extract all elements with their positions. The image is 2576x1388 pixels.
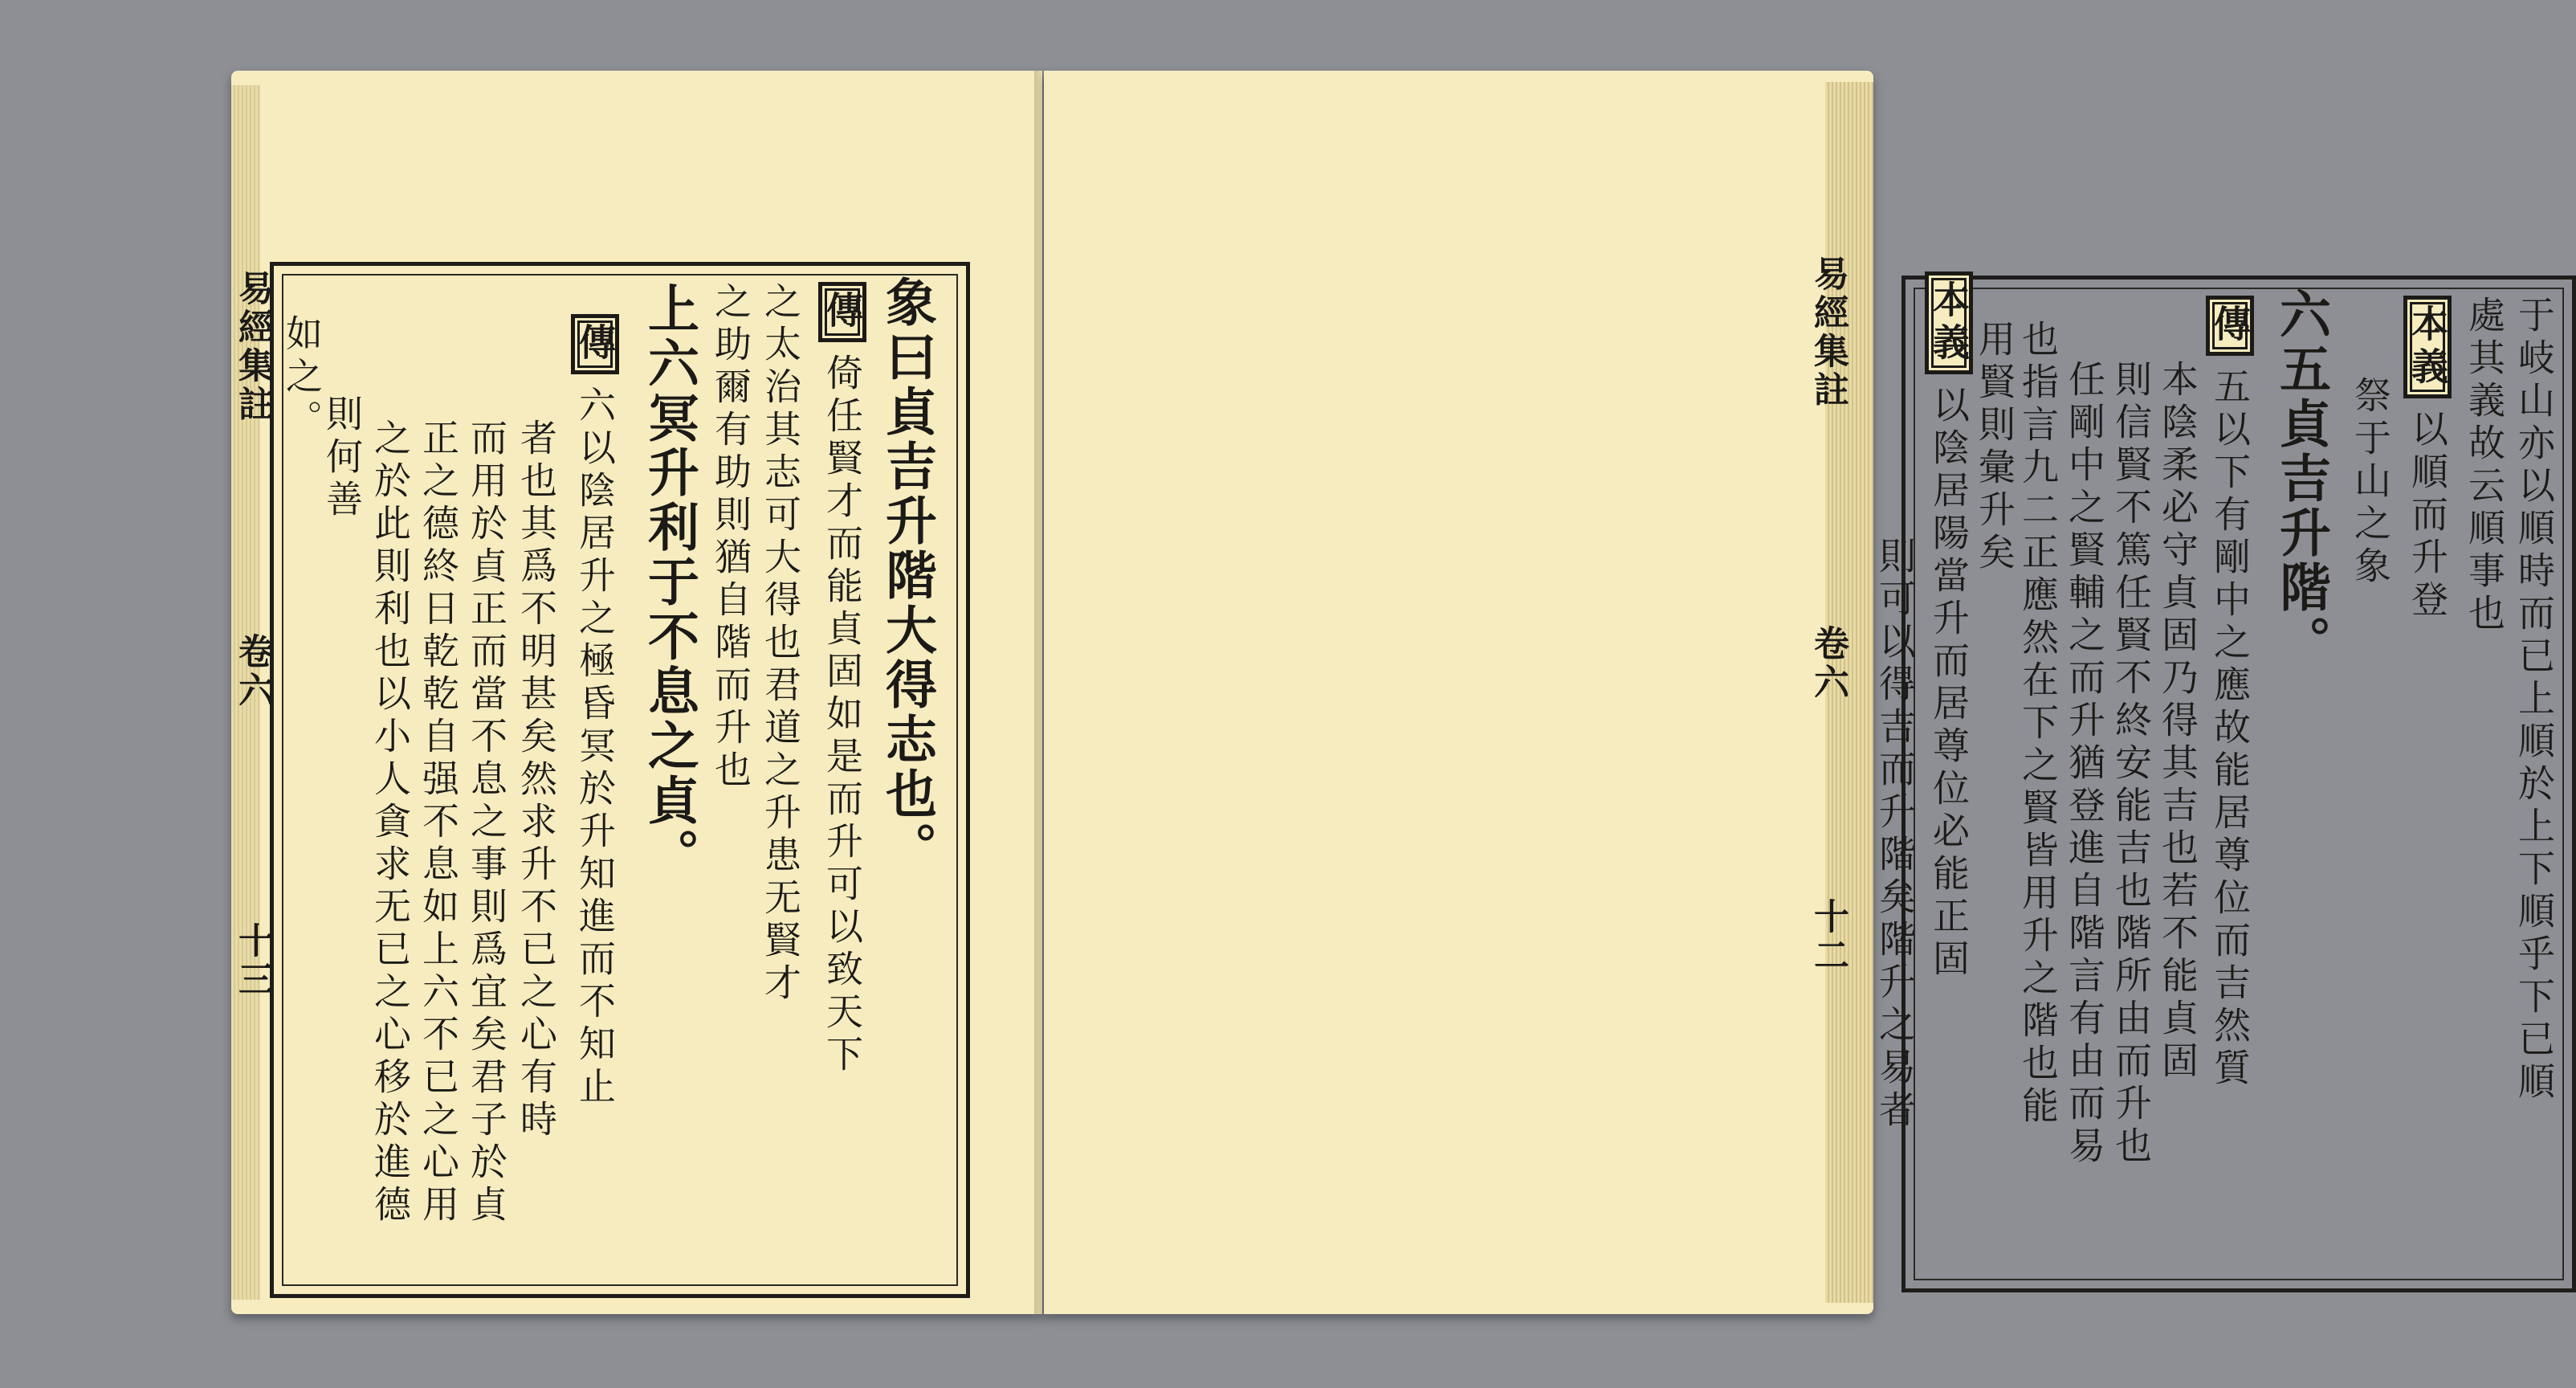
right-col-9: 任剛中之賢輔之而升猶登進自階言有由而易 <box>2063 360 2106 1169</box>
commentary-tag-benyi: 本義 <box>1925 271 1973 374</box>
commentary-tag-zhuan: 傳 <box>2206 296 2254 356</box>
left-col-8: 而用於貞正而當不息之事則爲宜矣君子於貞 <box>465 418 508 1227</box>
left-col-1: 象曰貞吉升階大得志也。 <box>877 276 937 876</box>
right-gutter-folio: 十二 <box>1808 898 1848 975</box>
left-gutter-title: 易經集註 <box>232 270 273 424</box>
left-col-6: 傳六以陰居升之極昏冥於升知進而不知止 <box>571 314 619 1270</box>
left-col-10: 之於此則利也以小人貪求无已之心移於進德 <box>369 418 412 1227</box>
right-col-13: 則可以得吉而升階矣階升之易者 <box>1873 537 1917 1133</box>
right-col-8: 則信賢不篤任賢不終安能吉也階所由而升也 <box>2109 360 2153 1169</box>
right-text-frame <box>1873 276 2576 1292</box>
commentary-tag-benyi: 本義 <box>2403 296 2452 398</box>
left-col-7: 者也其爲不明甚矣然求升不已之心有時 <box>515 418 558 1142</box>
left-col-4: 之助爾有助則猶自階而升也 <box>709 282 752 793</box>
left-col-12: 如之。 <box>280 314 324 442</box>
right-col-1: 于岐山亦以順時而已上順於上下順乎下已順 <box>2513 296 2556 1104</box>
left-col-3: 之太治其志可大得也君道之升患无賢才 <box>759 282 802 1006</box>
right-gutter-title: 易經集註 <box>1808 255 1848 410</box>
right-col-12: 本義以陰居陽當升而居尊位必能正固 <box>1925 271 1973 1268</box>
left-gutter-volume: 卷六 <box>232 633 273 710</box>
open-book <box>231 71 2556 1314</box>
right-col-10: 也指言九二正應然在下之賢皆用升之階也能 <box>2016 320 2060 1129</box>
left-col-11: 則何善 <box>320 394 364 522</box>
left-text-frame <box>270 262 970 1298</box>
left-col-2: 傳倚任賢才而能貞固如是而升可以致天下 <box>818 282 866 1270</box>
left-page <box>231 71 1042 1314</box>
right-col-11: 用賢則彙升矣 <box>1973 320 2016 575</box>
right-col-4: 祭于山之象 <box>2349 376 2392 589</box>
right-col-7: 本陰柔必守貞固乃得其吉也若不能貞固 <box>2156 360 2199 1084</box>
right-page <box>1044 71 2556 1314</box>
commentary-tag-zhuan: 傳 <box>818 282 866 342</box>
commentary-tag-zhuan: 傳 <box>571 314 619 374</box>
right-col-3: 本義以順而升登 <box>2403 296 2452 858</box>
right-col-6: 傳五以下有剛中之應故能居尊位而吉然質 <box>2206 296 2254 1276</box>
right-gutter-volume: 卷六 <box>1808 625 1848 702</box>
right-col-5: 六五貞吉升階。 <box>2271 288 2331 670</box>
left-gutter-folio: 十三 <box>232 922 273 999</box>
right-col-2: 處其義故云順事也 <box>2463 296 2506 636</box>
left-col-9: 正之德終日乾乾自强不息如上六不已之心用 <box>417 418 460 1227</box>
left-col-5: 上六冥升利于不息之貞。 <box>639 282 699 883</box>
